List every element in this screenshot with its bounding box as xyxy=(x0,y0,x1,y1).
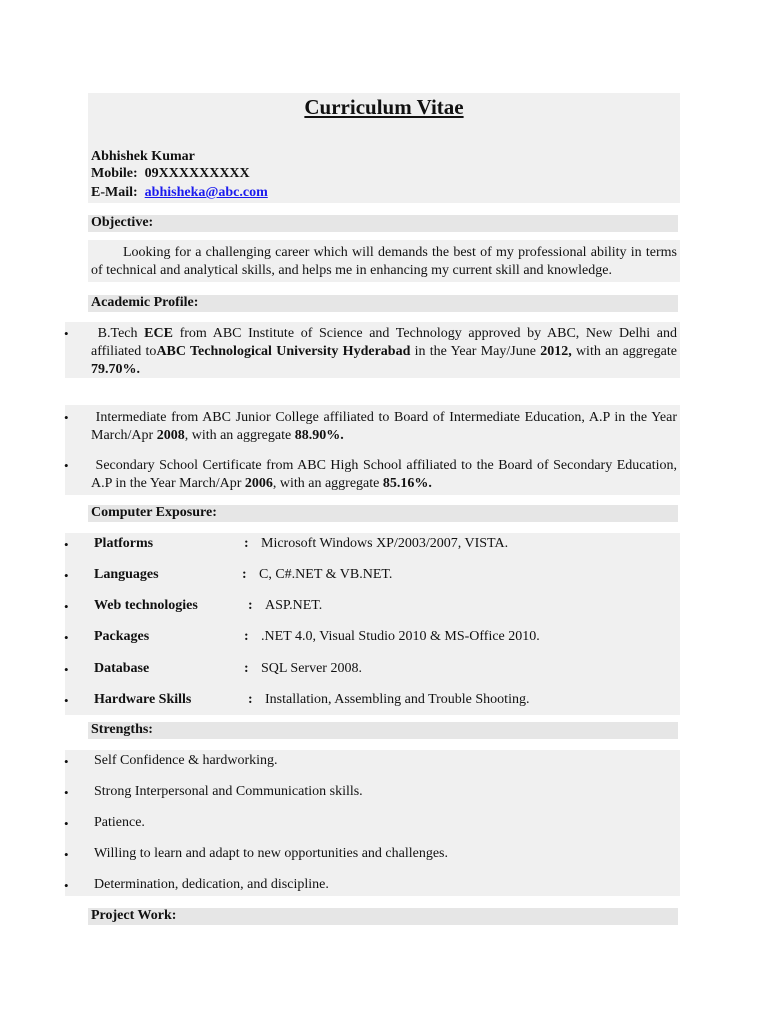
computer-value: Microsoft Windows XP/2003/2007, VISTA. xyxy=(261,536,509,551)
computer-label: Languages xyxy=(94,567,159,582)
computer-value: C, C#.NET & VB.NET. xyxy=(259,567,393,582)
academic-heading: Academic Profile: xyxy=(91,295,199,310)
academic-item-intermediate: Intermediate from ABC Junior College affiliated to Board of Intermediate Education, A.P in the Year March/Apr 2008, with an aggregate 88.90%. xyxy=(91,410,677,443)
bullet-icon: • xyxy=(64,816,69,831)
email-link[interactable]: abhisheka@abc.com xyxy=(144,185,268,200)
computer-value: ASP.NET. xyxy=(265,598,323,613)
academic-item-btech: B.Tech ECE from ABC Institute of Science and Technology approved by ABC, New Delhi and affiliated toABC Technological University Hyderabad in the Year May/June 2012, with an aggregate 79.70%. xyxy=(91,326,677,377)
computer-label: Hardware Skills xyxy=(94,692,192,707)
email-label: E-Mail: xyxy=(91,185,138,200)
strength-item: Self Confidence & hardworking. xyxy=(94,753,278,768)
bullet-icon: • xyxy=(64,785,69,800)
bullet-icon: • xyxy=(64,630,69,645)
mobile-number: 09XXXXXXXXX xyxy=(144,166,250,181)
computer-value: Installation, Assembling and Trouble Shooting. xyxy=(265,692,530,707)
bullet-icon: • xyxy=(64,599,69,614)
mobile-line xyxy=(91,166,250,182)
colon: : xyxy=(248,692,253,707)
strengths-heading: Strengths: xyxy=(91,722,153,737)
colon: : xyxy=(248,598,253,613)
computer-value: SQL Server 2008. xyxy=(261,661,362,676)
email-line xyxy=(91,185,268,201)
objective-text: Looking for a challenging career which will demands the best of my professional ability in terms of technical and analytical skills, and helps me in enhancing my current skill and knowledge. xyxy=(91,245,677,278)
project-heading-bar xyxy=(88,908,678,925)
candidate-name: Abhishek Kumar xyxy=(91,149,195,164)
academic-item-ssc: Secondary School Certificate from ABC High School affiliated to the Board of Secondary Education, A.P in the Year March/Apr 2006, with an aggregate 85.16%. xyxy=(91,458,677,491)
computer-label: Web technologies xyxy=(94,598,198,613)
strengths-block xyxy=(65,750,680,896)
computer-value: .NET 4.0, Visual Studio 2010 & MS-Office 2010. xyxy=(261,629,540,644)
computer-label: Platforms xyxy=(94,536,154,551)
strengths-heading-bar xyxy=(88,722,678,739)
strength-item: Determination, dedication, and discipline. xyxy=(94,877,329,892)
computer-label: Packages xyxy=(94,629,150,644)
objective-heading: Objective: xyxy=(91,215,154,230)
bullet-icon: • xyxy=(64,662,69,677)
strength-item: Willing to learn and adapt to new opportunities and challenges. xyxy=(94,846,449,861)
bullet-icon: • xyxy=(64,458,69,473)
objective-heading-bar xyxy=(88,215,678,232)
computer-label: Database xyxy=(94,661,150,676)
colon: : xyxy=(244,536,249,551)
bullet-icon: • xyxy=(64,847,69,862)
bullet-icon: • xyxy=(64,693,69,708)
bullet-icon: • xyxy=(64,568,69,583)
page-title: Curriculum Vitae xyxy=(304,95,464,119)
bullet-icon: • xyxy=(64,537,69,552)
strength-item: Patience. xyxy=(94,815,145,830)
colon: : xyxy=(242,567,247,582)
strength-item: Strong Interpersonal and Communication skills. xyxy=(94,784,363,799)
project-heading: Project Work: xyxy=(91,908,177,923)
bullet-icon: • xyxy=(64,878,69,893)
computer-block xyxy=(65,533,680,715)
colon: : xyxy=(244,629,249,644)
mobile-label: Mobile: xyxy=(91,166,138,181)
computer-heading: Computer Exposure: xyxy=(91,505,217,520)
colon: : xyxy=(244,661,249,676)
bullet-icon: • xyxy=(64,754,69,769)
bullet-icon: • xyxy=(64,410,69,425)
bullet-icon: • xyxy=(64,326,69,341)
